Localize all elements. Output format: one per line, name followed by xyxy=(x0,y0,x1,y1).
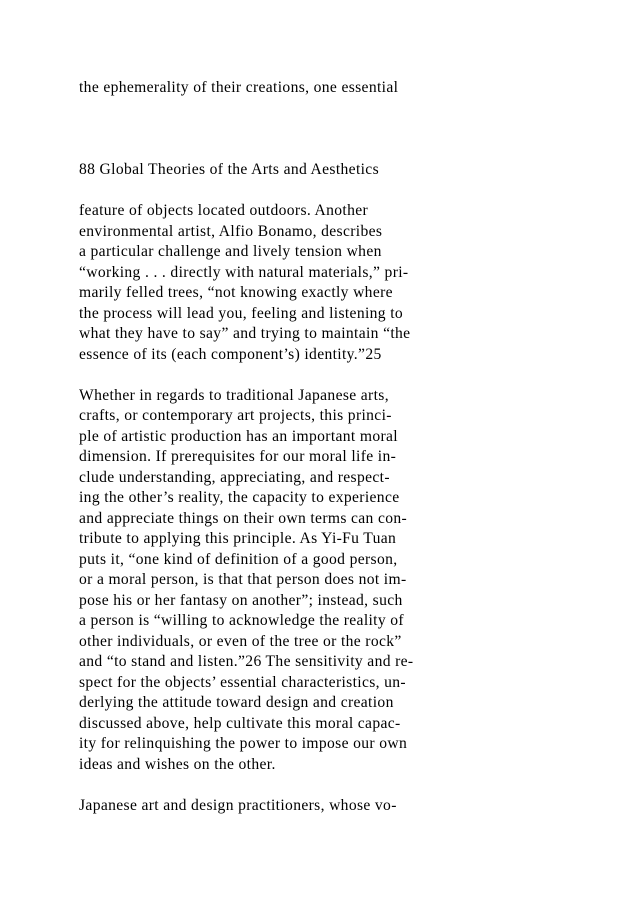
text-line: crafts, or contemporary art projects, this princi- xyxy=(79,407,392,424)
text-line: tribute to applying this principle. As Yi-Fu Tuan xyxy=(79,530,397,547)
text-line: discussed above, help cultivate this moral capac- xyxy=(79,715,401,732)
text-line: a particular challenge and lively tension when xyxy=(79,243,382,260)
text-line: environmental artist, Alfio Bonamo, describes xyxy=(79,223,383,240)
text-line: derlying the attitude toward design and creation xyxy=(79,694,394,711)
text-line: ing the other’s reality, the capacity to experience xyxy=(79,489,400,506)
text-line: pose his or her fantasy on another”; instead, such xyxy=(79,592,403,609)
text-line: the ephemerality of their creations, one essential xyxy=(79,79,399,96)
text-line: ity for relinquishing the power to impose our own xyxy=(79,735,408,752)
text-line: the process will lead you, feeling and listening to xyxy=(79,305,404,322)
text-line: “working . . . directly with natural materials,” pri- xyxy=(79,264,409,281)
text-line: essence of its (each component’s) identity.”25 xyxy=(79,346,382,363)
text-line: or a moral person, is that that person does not im- xyxy=(79,571,407,588)
text-line: other individuals, or even of the tree or the rock” xyxy=(79,633,402,650)
text-line: marily felled trees, “not knowing exactly where xyxy=(79,284,393,301)
text-line: a person is “willing to acknowledge the reality of xyxy=(79,612,404,629)
text-line: and appreciate things on their own terms can con- xyxy=(79,510,408,527)
text-line: Japanese art and design practitioners, whose vo- xyxy=(79,797,397,814)
text-line: what they have to say” and trying to maintain “the xyxy=(79,325,411,342)
text-line: Whether in regards to traditional Japanese arts, xyxy=(79,387,389,404)
text-line: ple of artistic production has an important moral xyxy=(79,428,398,445)
text-line: feature of objects located outdoors. Another xyxy=(79,202,369,219)
text-line: puts it, “one kind of definition of a good person, xyxy=(79,551,398,568)
text-line: and “to stand and listen.”26 The sensitivity and re- xyxy=(79,653,414,670)
text-line: dimension. If prerequisites for our moral life in- xyxy=(79,448,397,465)
text-line: spect for the objects’ essential characteristics, un- xyxy=(79,674,406,691)
text-line: ideas and wishes on the other. xyxy=(79,756,276,773)
text-line: clude understanding, appreciating, and respect- xyxy=(79,469,390,486)
page-header: 88 Global Theories of the Arts and Aesthetics xyxy=(79,161,379,178)
